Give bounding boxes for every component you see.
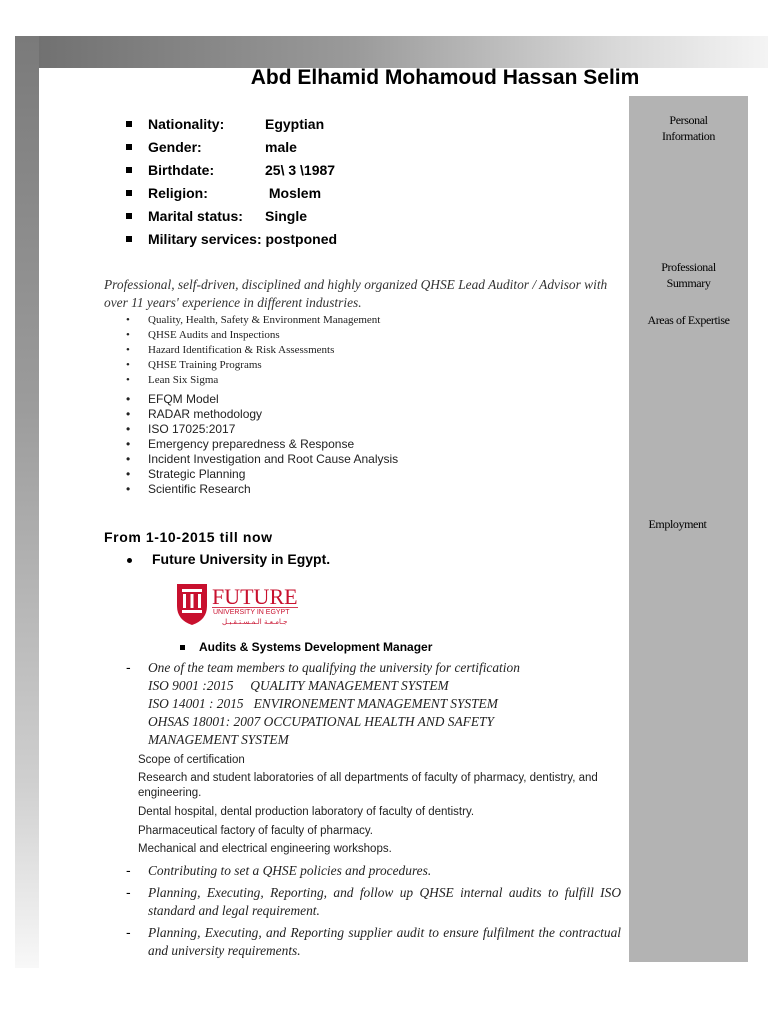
scope-item: Dental hospital, dental production laboratory of faculty of dentistry. bbox=[138, 806, 475, 818]
list-item: • Incident Investigation and Root Cause Analysis bbox=[126, 452, 398, 467]
square-bullet-icon bbox=[126, 121, 132, 127]
round-bullet-icon bbox=[127, 558, 132, 563]
expertise-list-primary bbox=[126, 313, 380, 388]
sidebar-areas-of-expertise: Areas of Expertise bbox=[647, 313, 730, 327]
square-bullet-icon bbox=[126, 236, 132, 242]
sidebar-employment: Employment bbox=[648, 517, 707, 531]
personal-item: Religion: Moslem bbox=[126, 181, 486, 204]
scope-item: Mechanical and electrical engineering workshops. bbox=[138, 843, 392, 855]
personal-info-list bbox=[126, 112, 486, 250]
list-item: • Hazard Identification & Risk Assessments bbox=[126, 343, 380, 358]
square-bullet-icon bbox=[126, 167, 132, 173]
sidebar-professional-summary: Professional Summary bbox=[661, 260, 716, 290]
page-title: Abd Elhamid Mohamoud Hassan Selim bbox=[250, 66, 640, 89]
logo-wordmark: FUTURE bbox=[212, 584, 298, 609]
job-role: Audits & Systems Development Manager bbox=[196, 640, 432, 654]
personal-item: Gender: male bbox=[126, 135, 486, 158]
list-item: • QHSE Audits and Inspections bbox=[126, 328, 380, 343]
list-item: • Lean Six Sigma bbox=[126, 373, 380, 388]
header-gradient-bar bbox=[15, 36, 768, 68]
list-item: • EFQM Model bbox=[126, 392, 398, 407]
square-bullet-icon bbox=[126, 144, 132, 150]
dash-bullet: - bbox=[126, 659, 131, 675]
certification-block: One of the team members to qualifying the university for certification ISO 9001 :2015 QUALITY MANAGEMENT SYSTEM ISO 14001 : 2015 ENVIRONEMENT MANAGEMENT SYSTEM OHSAS 18001: 2007 OCCUPATIONAL HEALTH AND SAFETY MANAGEMENT SYSTEM bbox=[148, 660, 520, 747]
dash-bullet: - bbox=[126, 884, 131, 900]
list-item: • Quality, Health, Safety & Environment Management bbox=[126, 313, 380, 328]
future-university-logo bbox=[174, 582, 304, 626]
square-bullet-icon bbox=[126, 190, 132, 196]
list-item: • Scientific Research bbox=[126, 482, 398, 497]
personal-item: Marital status: Single bbox=[126, 204, 486, 227]
duty-item: Contributing to set a QHSE policies and procedures. bbox=[148, 863, 432, 878]
list-item: • QHSE Training Programs bbox=[126, 358, 380, 373]
expertise-list-secondary bbox=[126, 392, 398, 497]
duty-item: Planning, Executing, and Reporting supplier audit to ensure fulfilment the contractual and university requirements. bbox=[148, 925, 621, 958]
dash-bullet: - bbox=[126, 924, 131, 940]
left-gradient-bar bbox=[15, 36, 39, 968]
scope-item: Research and student laboratories of all departments of faculty of pharmacy, dentistry, and engineering. bbox=[138, 772, 598, 799]
scope-title: Scope of certification bbox=[138, 754, 245, 766]
list-item: • Emergency preparedness & Response bbox=[126, 437, 398, 452]
employer-name: Future University in Egypt. bbox=[127, 551, 330, 567]
logo-subtitle: UNIVERSITY IN EGYPT bbox=[213, 609, 290, 616]
square-bullet-icon bbox=[180, 645, 185, 650]
personal-item: Birthdate: 25\ 3 \1987 bbox=[126, 158, 486, 181]
list-item: • ISO 17025:2017 bbox=[126, 422, 398, 437]
scope-item: Pharmaceutical factory of faculty of pharmacy. bbox=[138, 825, 373, 837]
employment-period: From 1-10-2015 till now bbox=[104, 529, 273, 545]
list-item: • Strategic Planning bbox=[126, 467, 398, 482]
personal-item: Nationality: Egyptian bbox=[126, 112, 486, 135]
square-bullet-icon bbox=[126, 213, 132, 219]
dash-bullet: - bbox=[126, 862, 131, 878]
sidebar-personal-info: Personal Information bbox=[662, 113, 715, 143]
professional-summary: Professional, self-driven, disciplined and highly organized QHSE Lead Auditor / Advisor with over 11 years' experience in different industries. bbox=[104, 277, 608, 310]
duty-item: Planning, Executing, Reporting, and follow up QHSE internal audits to fulfill ISO standard and legal requirement. bbox=[148, 885, 621, 918]
list-item: • RADAR methodology bbox=[126, 407, 398, 422]
logo-arabic: جـامـعـة الـمـسـتـقـبـل bbox=[222, 618, 288, 626]
personal-item: Military services: postponed bbox=[126, 227, 486, 250]
